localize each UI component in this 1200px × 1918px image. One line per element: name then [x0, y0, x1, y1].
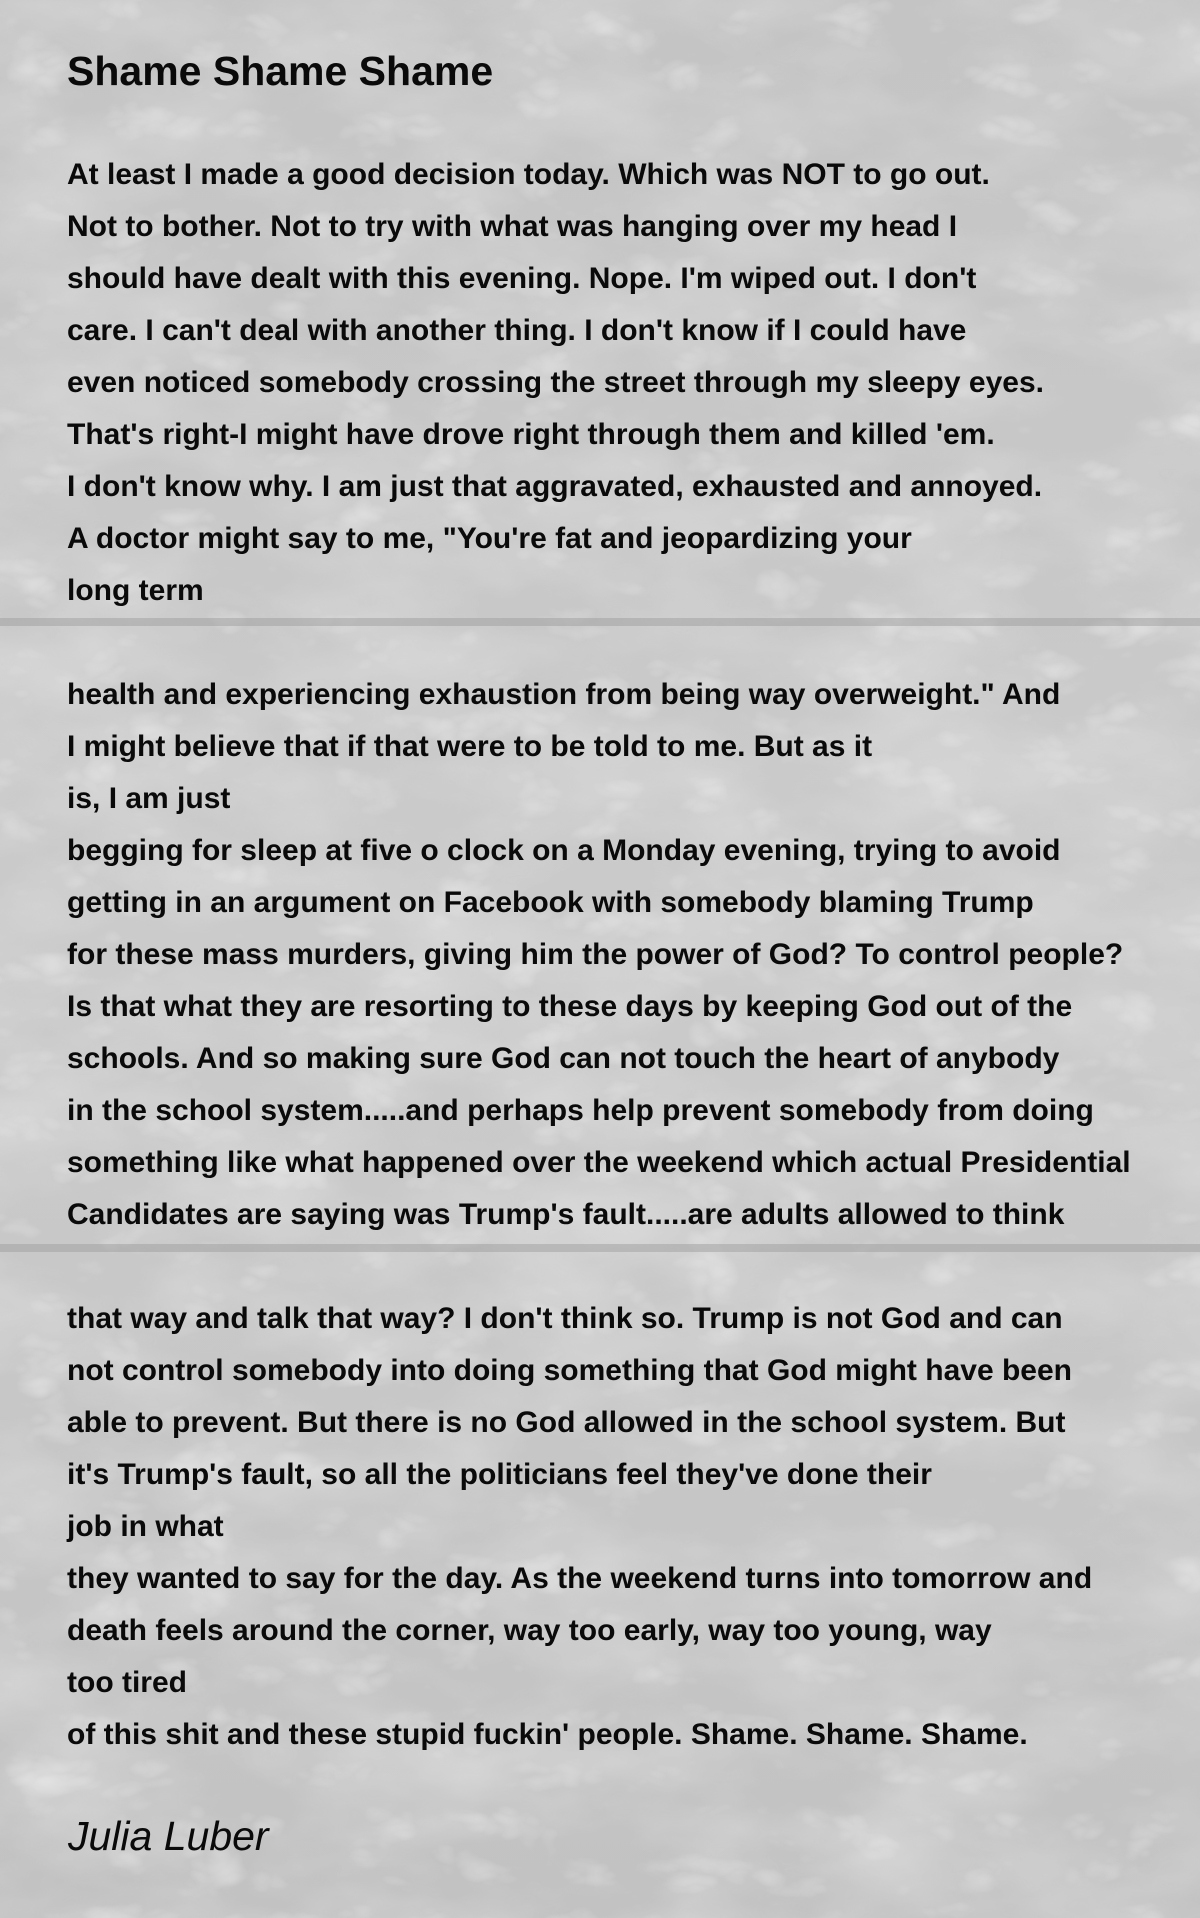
poem-line: something like what happened over the weekend which actual Presidential: [67, 1146, 1131, 1179]
poem-line: for these mass murders, giving him the power of God? To control people?: [67, 938, 1124, 971]
poem-line: Is that what they are resorting to these days by keeping God out of the: [67, 990, 1073, 1023]
poem-line: At least I made a good decision today. Which was NOT to go out.: [67, 158, 990, 191]
poem-line: is, I am just: [67, 782, 231, 815]
poem-line: able to prevent. But there is no God allowed in the school system. But: [67, 1406, 1066, 1439]
poem-line: A doctor might say to me, "You're fat and jeopardizing your: [67, 522, 912, 555]
poem-line: in the school system.....and perhaps help prevent somebody from doing: [67, 1094, 1094, 1127]
poem-line: it's Trump's fault, so all the politicians feel they've done their: [67, 1458, 932, 1491]
poem-line: should have dealt with this evening. Nope. I'm wiped out. I don't: [67, 262, 977, 295]
poem-line: even noticed somebody crossing the street through my sleepy eyes.: [67, 366, 1044, 399]
poem-line: I don't know why. I am just that aggravated, exhausted and annoyed.: [67, 470, 1043, 503]
poem-line: that way and talk that way? I don't think so. Trump is not God and can: [67, 1302, 1063, 1335]
stanza: [67, 1293, 1092, 1761]
poem-author: Julia Luber: [68, 1813, 269, 1859]
poem-line: health and experiencing exhaustion from being way overweight." And: [67, 678, 1061, 711]
poem-title: Shame Shame Shame: [67, 48, 494, 94]
poem-line: job in what: [67, 1510, 224, 1543]
stanza: [67, 149, 1044, 617]
poem-line: not control somebody into doing something that God might have been: [67, 1354, 1072, 1387]
poem-line: too tired: [67, 1666, 187, 1699]
poem-line: begging for sleep at five o clock on a Monday evening, trying to avoid: [67, 834, 1061, 867]
poem-line: Not to bother. Not to try with what was hanging over my head I: [67, 210, 958, 243]
poem-line: they wanted to say for the day. As the weekend turns into tomorrow and: [67, 1562, 1093, 1595]
poem-line: Candidates are saying was Trump's fault.....are adults allowed to think: [67, 1198, 1065, 1231]
poem-line: I might believe that if that were to be told to me. But as it: [67, 730, 873, 763]
poem-line: of this shit and these stupid fuckin' people. Shame. Shame. Shame.: [67, 1718, 1028, 1751]
poem-line: care. I can't deal with another thing. I don't know if I could have: [67, 314, 967, 347]
poem-line: death feels around the corner, way too early, way too young, way: [67, 1614, 992, 1647]
poem-line: getting in an argument on Facebook with somebody blaming Trump: [67, 886, 1034, 919]
poem-line: schools. And so making sure God can not touch the heart of anybody: [67, 1042, 1060, 1075]
poem-line: long term: [67, 574, 204, 607]
stanza: [67, 669, 1131, 1241]
poem-line: That's right-I might have drove right through them and killed 'em.: [67, 418, 995, 451]
